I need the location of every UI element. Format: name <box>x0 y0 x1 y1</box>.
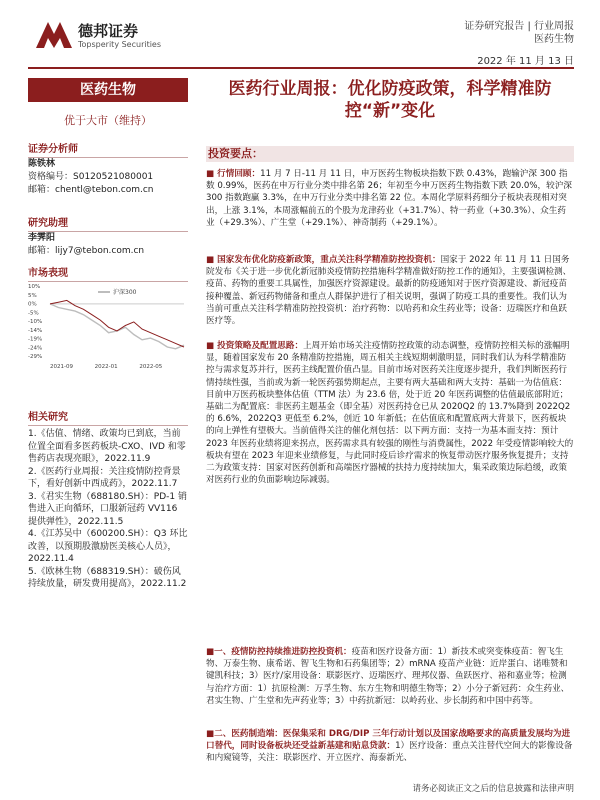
related-item[interactable]: 5.《欧林生物（688319.SH）：破伤风持续放量，研发费用提高》，2022.11.2 <box>28 566 187 589</box>
y-tick-label: -5% <box>28 310 39 317</box>
related-item[interactable]: 1.《估值、情绪、政策均已到底，当前位置全面看多医药板块-CXO、IVD 和零售药店表现亮眼》，2022.11.9 <box>28 429 186 464</box>
logo-name-en: Topsperity Securities <box>78 40 162 49</box>
logo-name-cn: 德邦证券 <box>78 22 139 40</box>
assistant-name: 李霁阳 <box>28 233 56 243</box>
disclaimer-footer: 请务必阅读正文之后的信息披露和法律声明 <box>412 784 574 794</box>
assistant-email[interactable]: 邮箱：lijy7@tebon.com.cn <box>28 246 145 256</box>
y-tick-label: -29% <box>28 354 43 360</box>
y-tick-label: 5% <box>28 292 37 299</box>
y-tick-label: 10% <box>28 284 41 290</box>
x-tick-label: 2022-01 <box>94 364 118 370</box>
sub-text: 1）医疗设备：重点关注替代空间大的影像设备和内窥镜等，关注：联影医疗、开立医疗、海泰新光、 <box>206 741 573 764</box>
market-performance-chart <box>28 282 188 372</box>
x-tick-label: 2022-05 <box>139 364 163 370</box>
bullet-lead: 国家发布优化防疫新政策，重点关注科学精准防控投资机： <box>217 255 441 265</box>
bullet-policy: ■ 国家发布优化防疫新政策，重点关注科学精准防控投资机：国家于 2022 年 11 月 11 日国务院发布《关于进一步优化新冠肺炎疫情防控措施科学精准做好防控工作的通知》，主要强调检测、疫苗、药物的重要工具属性，加强医疗资源建设。最新的防疫通知对于医疗资源建设、新冠疫苗接种覆盖、新冠药物储备和重点人群保护进行了相关说明，强调了防疫工具的重要性。我们认为当前可重点关注科学精准防控投资机：治疗药物：以哈药和众生药业等；设备：迈瑞医疗和鱼跃医疗等。 <box>206 255 572 327</box>
key-points-heading: 投资要点： <box>206 146 574 162</box>
logo-mark-icon <box>34 18 74 54</box>
sub-lead: 一、疫情防控持续推进防控投资机： <box>214 647 352 657</box>
related-research-list <box>28 428 188 591</box>
x-tick-label: 2021-09 <box>50 364 73 370</box>
report-date: 2022 年 11 月 13 日 <box>477 56 574 67</box>
sub-lead: 二、医药制造端：医保集采和 DRG/DIP 三年行动计划以及国家战略要求的高质量发展均为进口替代，同时设备板块还受益新基建和贴息贷款： <box>206 729 571 752</box>
analyst-email[interactable]: 邮箱：chentl@tebon.com.cn <box>28 185 154 195</box>
bullet-strategy: ■ 投资策略及配置思路：上周开始市场关注疫情防控政策的动态调整，疫情防控相关标的涨幅明显，随着国家发布 20 条精准防控措施，周五相关主线短期刺激明显，同时我们认为科学精准防控与需求复苏并行，医药主线配置价值凸显。目前市场对医药关注度逐步提升，我们判断医药行情持续性强，当前或为新一轮医药强势期起点，主要有两大基础和两大支持：基础一为估值底：目前申万医药板块整体估值（TTM 法）为 23.6 倍，处于近 20 年医药调整的估值最底部附近；基础二为配置底：非医药主题基金（即全基）对医药持仓已从 2020Q2 的 13.7%降到 2022Q2 的 6.6%，2022Q3 更低至 6.2%，创近 10 年新低；在估值底和配置底两大背景下，医药板块的向上弹性有望极大。当前值得关注的催化剂包括：以下两方面：支持一为基本面支持：预计 2023 年医药业绩将迎来拐点，医药需求具有较强的刚性与消费属性，2022 年受疫情影响较大的板块有望在 2023 年迎来业绩修复，与此同时疫后诊疗需求的恢复带动医疗服务恢复提升；支持二为政策支持：国家对医药创新和高端医疗器械的扶持力度持续加大，集采政策边际趋缓，政策对医药行业的负面影响边际减弱。 <box>206 341 574 486</box>
bullet-text: 国家于 2022 年 11 月 11 日国务院发布《关于进一步优化新冠肺炎疫情防控措施科学精准做好防控工作的通知》，主要强调检测、疫苗、药物的重要工具属性，加强医疗资源建设。最新的防疫通知对于医疗资源建设、新冠疫苗接种覆盖、新冠药物储备和重点人群保护进行了相关说明，强调了防疫工具的重要性。我们认为当前可重点关注科学精准防控投资机：治疗药物：以哈药和众生药业等；设备：迈瑞医疗和鱼跃医疗等。 <box>206 255 572 327</box>
report-meta <box>464 20 574 46</box>
sub-point-epidemic: ■一、疫情防控持续推进防控投资机：疫苗和医疗设备方面：1）新技术或突变株疫苗：智飞生物、万泰生物、康希诺、智飞生物和石药集团等；2）mRNA 疫苗产业链：近岸蛋白、诺唯赞和键凯科技；3）医疗/家用设备：联影医疗、迈瑞医疗、理邦仪器、鱼跃医疗、裕和嘉业等；检测与治疗方面：1）抗原检测：万孚生物、东方生物和明德生物等；2）小分子新冠药：众生药业、君实生物、广生堂和先声药业等；3）中药抗新冠：以岭药业、步长制药和中国中药等。 <box>206 647 570 706</box>
sub-point-manufacturing: ■二、医药制造端：医保集采和 DRG/DIP 三年行动计划以及国家战略要求的高质量发展均为进口替代，同时设备板块还受益新基建和贴息贷款：1）医疗设备：重点关注替代空间大的影像设备和内窥镜等，关注：联影医疗、开立医疗、海泰新光、 <box>206 729 573 764</box>
assistant-heading: 研究助理 <box>28 214 188 232</box>
industry-badge: 医药生物 <box>28 78 188 102</box>
report-type: 证券研究报告 | 行业周报 <box>464 21 574 32</box>
header-divider <box>28 67 574 69</box>
series-line <box>50 300 184 347</box>
bullet-lead: 行情回顾： <box>217 169 261 179</box>
y-tick-label: 0% <box>28 301 37 308</box>
sidebar <box>28 72 200 772</box>
bullet-lead: 投资策略及配置思路： <box>217 341 304 351</box>
rating: 优于大市（维持） <box>64 114 152 127</box>
report-title: 医药行业周报：优化防疫政策，科学精准防控“新”变化 <box>228 79 552 121</box>
series-line <box>50 304 184 349</box>
analyst-cert: 资格编号：S0120521080001 <box>28 172 154 182</box>
report-header <box>0 0 600 72</box>
legend-label: 沪深300 <box>113 289 137 296</box>
related-heading: 相关研究 <box>28 408 188 426</box>
analyst-heading: 证券分析师 <box>28 140 188 158</box>
related-item[interactable]: 4.《江苏吴中（600200.SH）：Q3 环比改善，以预期股激励医美核心人员》，2022.11.4 <box>28 529 188 564</box>
y-tick-label: -19% <box>28 336 43 343</box>
sub-text: 疫苗和医疗设备方面：1）新技术或突变株疫苗：智飞生物、万泰生物、康希诺、智飞生物和石药集团等；2）mRNA 疫苗产业链：近岸蛋白、诺唯赞和键凯科技；3）医疗/家用设备：联影医疗、迈瑞医疗、理邦仪器、鱼跃医疗、裕和嘉业等；检测与治疗方面：1）抗原检测：万孚生物、东方生物和明德生物等；2）小分子新冠药：众生药业、君实生物、广生堂和先声药业等；3）中药抗新冠：以岭药业、步长制药和中国中药等。 <box>206 647 570 706</box>
bullet-text: 11 月 7 日-11 月 11 日，申万医药生物板块指数下跌 0.43%，跑输沪深 300 指数 0.99%，医药在申万行业分类中排名第 26；年初至今申万医药生物指数下跌 20.0%，较沪深 300 指数跑赢 3.3%，在申万行业分类中排名第 22 位。本周化学原料药细分子板块表现相对突出，上涨 3.1%，本周涨幅前五的个股为龙津药业（+31.7%）、特一药业（+30.3%）、众生药业（+29.3%）、广生堂（+29.1%）、神奇制药（+29.1%）。 <box>206 169 572 228</box>
bullet-market-review: ■ 行情回顾：11 月 7 日-11 月 11 日，申万医药生物板块指数下跌 0.43%，跑输沪深 300 指数 0.99%，医药在申万行业分类中排名第 26；年初至今申万医药生物指数下跌 20.0%，较沪深 300 指数跑赢 3.3%，在申万行业分类中排名第 22 位。本周化学原料药细分子板块表现相对突出，上涨 3.1%，本周涨幅前五的个股为龙津药业（+31.7%）、特一药业（+30.3%）、众生药业（+29.3%）、广生堂（+29.1%）、神奇制药（+29.1%）。 <box>206 169 572 228</box>
related-item[interactable]: 3.《君实生物（688180.SH）：PD-1 销售进入正向循环，口服新冠药 VV116 提供弹性》，2022.11.5 <box>28 491 187 527</box>
y-tick-label: -14% <box>28 327 43 334</box>
report-sector: 医药生物 <box>534 34 574 45</box>
y-tick-label: -24% <box>28 345 43 352</box>
y-tick-label: -10% <box>28 319 43 325</box>
market-heading: 市场表现 <box>28 264 188 282</box>
related-item[interactable]: 2.《医药行业周报：关注疫情防控背景下，看好创新中西成药》，2022.11.7 <box>28 466 181 489</box>
analyst-name: 陈铁林 <box>28 159 56 169</box>
bullet-text: 上周开始市场关注疫情防控政策的动态调整，疫情防控相关标的涨幅明显，随着国家发布 20 条精准防控措施，周五相关主线短期刺激明显，同时我们认为科学精准防控与需求复苏并行，医药主线配置价值凸显。目前市场对医药关注度逐步提升，我们判断医药行情持续性强，当前或为新一轮医药强势期起点，主要有两大基础和两大支持：基础一为估值底：目前申万医药板块整体估值（TTM 法）为 23.6 倍，处于近 20 年医药调整的估值最底部附近；基础二为配置底：非医药主题基金（即全基）对医药持仓已从 2020Q2 的 13.7%降到 2022Q2 的 6.6%，2022Q3 更低至 6.2%，创近 10 年新低；在估值底和配置底两大背景下，医药板块的向上弹性有望极大。当前值得关注的催化剂包括：以下两方面：支持一为基本面支持：预计 2023 年医药业绩将迎来拐点，医药需求具有较强的刚性与消费属性，2022 年受疫情影响较大的板块有望在 2023 年迎来业绩修复，与此同时疫后诊疗需求的恢复带动医疗服务恢复提升；支持二为政策支持：国家对医药创新和高端医疗器械的扶持力度持续加大，集采政策边际趋缓，政策对医药行业的负面影响边际减弱。 <box>206 341 574 486</box>
